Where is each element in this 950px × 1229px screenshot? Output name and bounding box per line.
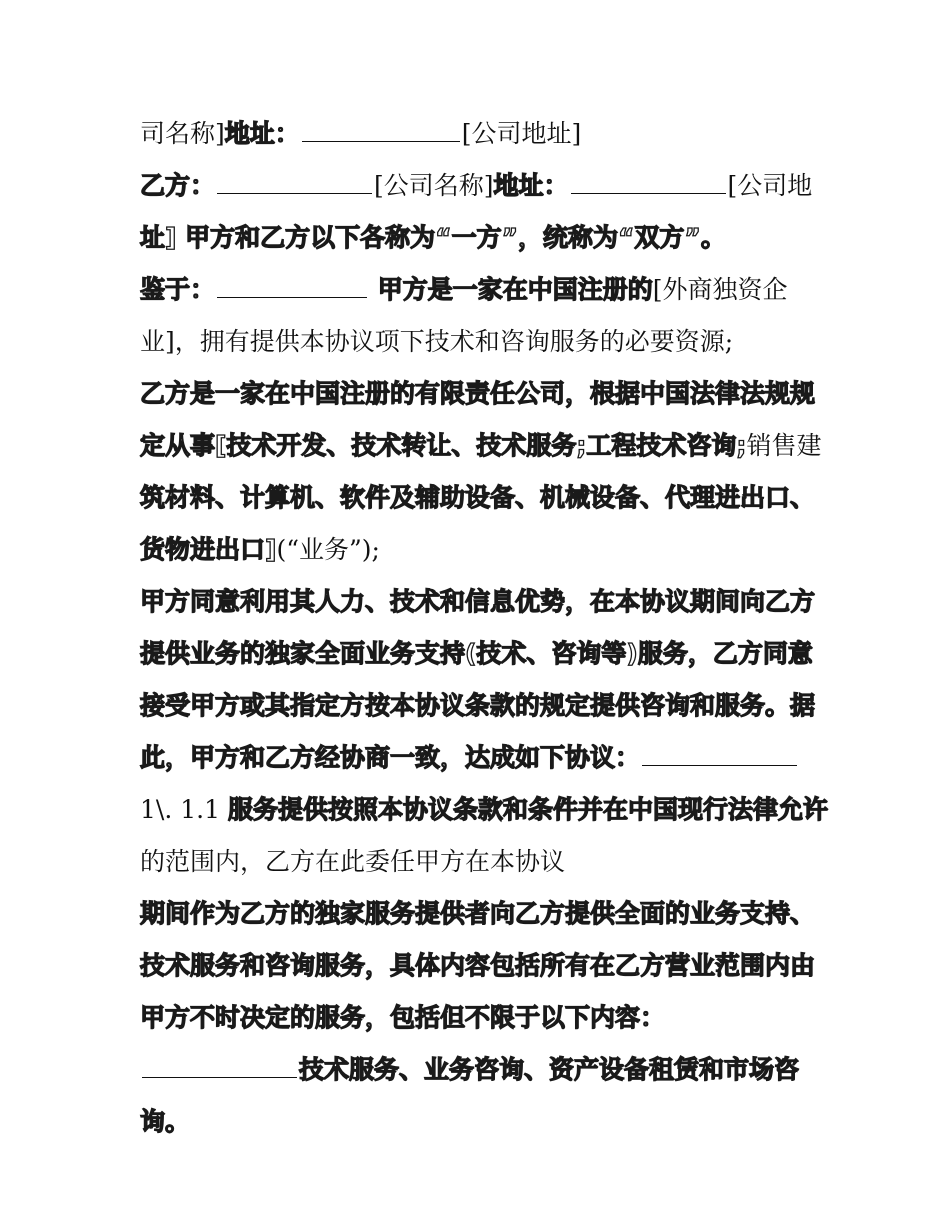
text-segment: 地址： <box>224 119 300 148</box>
text-segment: 定从事[技术开发、技术转让、技术服务;工程技术咨询; <box>140 431 747 460</box>
text-line <box>140 160 812 212</box>
text-segment: 乙方： <box>140 171 216 200</box>
text-line <box>140 836 812 888</box>
text-line <box>140 524 812 576</box>
text-segment: [公司地 <box>727 171 813 200</box>
text-segment: 的范围内，乙方在此委任甲方在本协议 <box>140 847 566 876</box>
text-segment: 期间作为乙方的独家服务提供者向乙方提供全面的业务支持、 <box>140 899 816 928</box>
document-body <box>140 108 828 1148</box>
text-line <box>140 264 812 316</box>
text-line <box>140 316 812 368</box>
text-line <box>140 212 812 264</box>
text-segment: 接受甲方或其指定方按本协议条款的规定提供咨询和服务。据 <box>140 691 816 720</box>
text-segment: 鉴于： <box>140 275 216 304</box>
text-segment: [公司名称] <box>374 171 494 200</box>
text-segment: (“业务”); <box>276 535 380 564</box>
text-line <box>140 576 816 628</box>
text-segment: 1\. 1.1 <box>140 795 228 824</box>
text-line <box>140 992 812 1044</box>
text-line <box>140 420 822 472</box>
text-segment: 销售建 <box>746 431 822 460</box>
text-segment: 询。 <box>140 1107 191 1136</box>
fill-in-blank <box>642 739 797 766</box>
text-segment: 提供业务的独家全面业务支持(技术、咨询等)服务，乙方同意 <box>140 639 813 668</box>
text-segment: 服务提供按照本协议条款和条件并在中国现行法律允许 <box>227 795 828 824</box>
text-line <box>140 888 816 940</box>
text-line <box>140 784 828 836</box>
text-segment: [公司地址] <box>461 119 582 148</box>
text-line <box>140 940 816 992</box>
text-line <box>140 108 812 160</box>
text-line <box>140 1044 812 1096</box>
fill-in-blank <box>142 1051 297 1078</box>
text-segment: 筑材料、计算机、软件及辅助设备、机械设备、代理进出口、 <box>140 483 816 512</box>
text-line <box>140 472 816 524</box>
fill-in-blank <box>217 167 372 194</box>
text-line <box>140 732 812 784</box>
text-segment: 地址： <box>493 171 569 200</box>
text-segment: 业]，拥有提供本协议项下技术和咨询服务的必要资源; <box>140 327 734 356</box>
text-segment: 甲方不时决定的服务，包括但不限于以下内容： <box>140 1003 666 1032</box>
text-line <box>140 628 812 680</box>
text-segment: [外商独资企 <box>652 275 788 304</box>
fill-in-blank <box>302 115 460 142</box>
text-line <box>140 1096 812 1148</box>
text-segment: 司名称] <box>140 119 225 148</box>
text-segment: 技术服务、业务咨询、资产设备租赁和市场咨 <box>299 1055 800 1084</box>
text-segment: 乙方是一家在中国注册的有限责任公司，根据中国法律法规规 <box>140 379 816 408</box>
text-segment: 货物进出口] <box>140 535 277 564</box>
fill-in-blank <box>217 271 367 298</box>
text-line <box>140 680 816 732</box>
text-segment: 技术服务和咨询服务，具体内容包括所有在乙方营业范围内由 <box>140 951 816 980</box>
text-segment: 甲方和乙方以下各称为“一方”，统称为“双方”。 <box>176 223 726 252</box>
text-segment: 址] <box>140 223 177 252</box>
text-segment: 甲方同意利用其人力、技术和信息优势，在本协议期间向乙方 <box>140 587 816 616</box>
fill-in-blank <box>571 167 726 194</box>
text-segment: 此，甲方和乙方经协商一致，达成如下协议： <box>140 743 641 772</box>
text-segment: 甲方是一家在中国注册的 <box>369 275 653 304</box>
text-line <box>140 368 816 420</box>
